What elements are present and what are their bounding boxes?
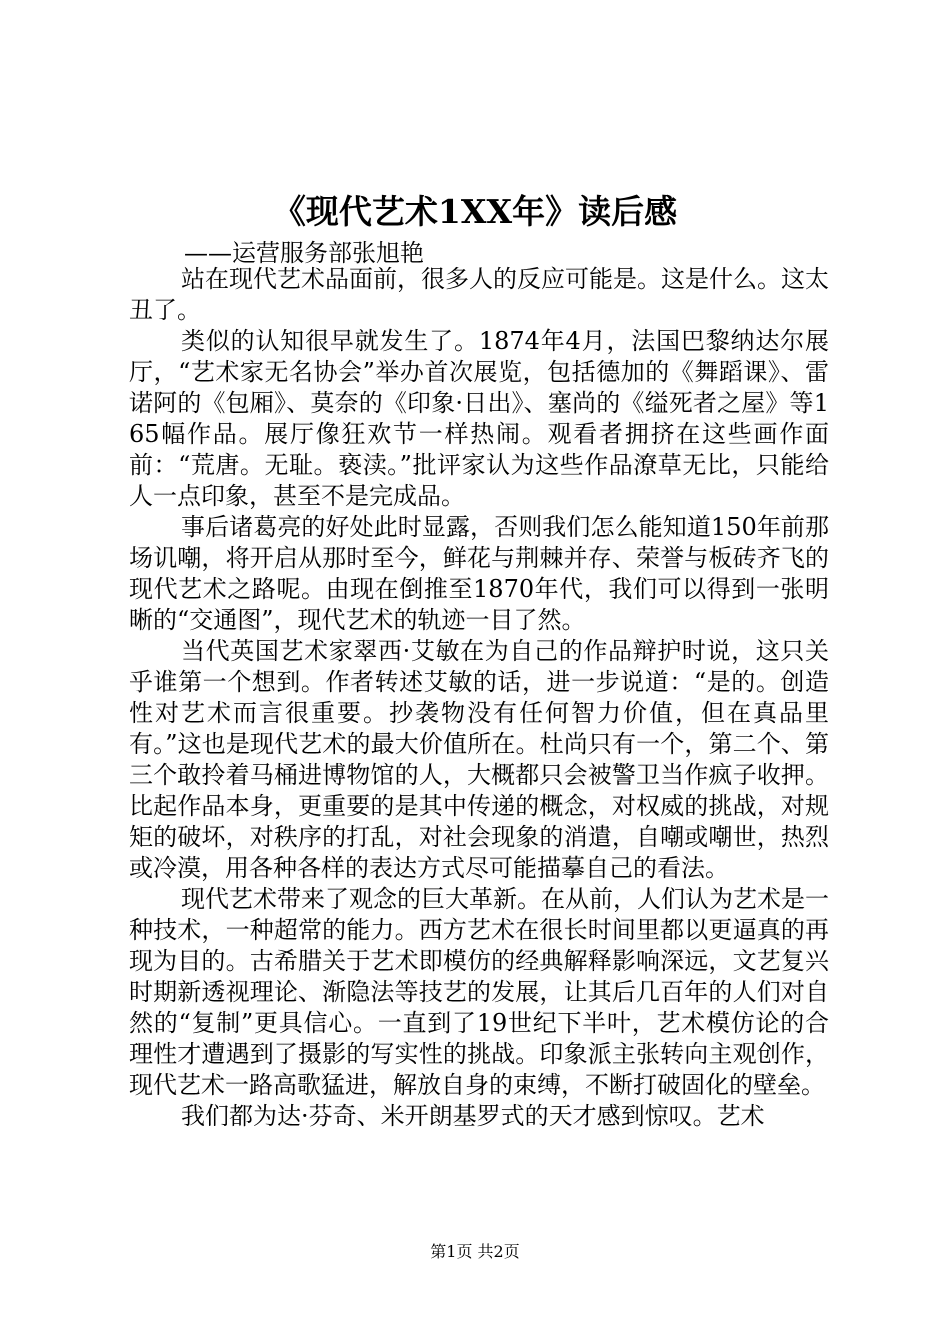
paragraph: 事后诸葛亮的好处此时显露，否则我们怎么能知道150年前那场讥嘲，将开启从那时至今，鲜花与荆棘并存、荣誉与板砖齐飞的现代艺术之路呢。由现在倒推至1870年代，我们可以得到一张明晰的“交通图”，现代艺术的轨迹一目了然。	[129, 513, 829, 634]
paragraph: 当代英国艺术家翠西·艾敏在为自己的作品辩护时说，这只关乎谁第一个想到。作者转述艾敏的话，进一步说道：“是的。创造性对艺术而言很重要。抄袭物没有任何智力价值，但在真品里有。”这也是现代艺术的最大价值所在。杜尚只有一个，第二个、第三个敢拎着马桶进博物馆的人，大概都只会被警卫当作疯子收押。比起作品本身，更重要的是其中传递的概念，对权威的挑战，对规矩的破坏，对秩序的打乱，对社会现象的消遣，自嘲或嘲世，热烈或冷漠，用各种各样的表达方式尽可能描摹自己的看法。	[129, 637, 829, 882]
document-title: 《现代艺术1XX年》读后感	[272, 192, 678, 231]
author-line: ——运营服务部张旭艳	[184, 239, 424, 267]
paragraph: 现代艺术带来了观念的巨大革新。在从前，人们认为艺术是一种技术，一种超常的能力。西方艺术在很长时间里都以更逼真的再现为目的。古希腊关于艺术即模仿的经典解释影响深远，文艺复兴时期新透视理论、渐隐法等技艺的发展，让其后几百年的人们对自然的“复制”更具信心。一直到了19世纪下半叶，艺术模仿论的合理性才遭遇到了摄影的写实性的挑战。印象派主张转向主观创作，现代艺术一路高歌猛进，解放自身的束缚，不断打破固化的壁垒。	[129, 885, 829, 1099]
document-body	[129, 264, 829, 1132]
page-footer: 第1页 共2页	[430, 1242, 520, 1261]
paragraph: 我们都为达·芬奇、米开朗基罗式的天才感到惊叹。艺术	[181, 1102, 765, 1130]
paragraph: 类似的认知很早就发生了。1874年4月，法国巴黎纳达尔展厅，“艺术家无名协会”举办首次展览，包括德加的《舞蹈课》、雷诺阿的《包厢》、莫奈的《印象·日出》、塞尚的《缢死者之屋》等165幅作品。展厅像狂欢节一样热闹。观看者拥挤在这些画作面前：“荒唐。无耻。亵渎。”批评家认为这些作品潦草无比，只能给人一点印象，甚至不是完成品。	[129, 327, 829, 510]
paragraph: 站在现代艺术品面前，很多人的反应可能是。这是什么。这太丑了。	[129, 265, 829, 324]
